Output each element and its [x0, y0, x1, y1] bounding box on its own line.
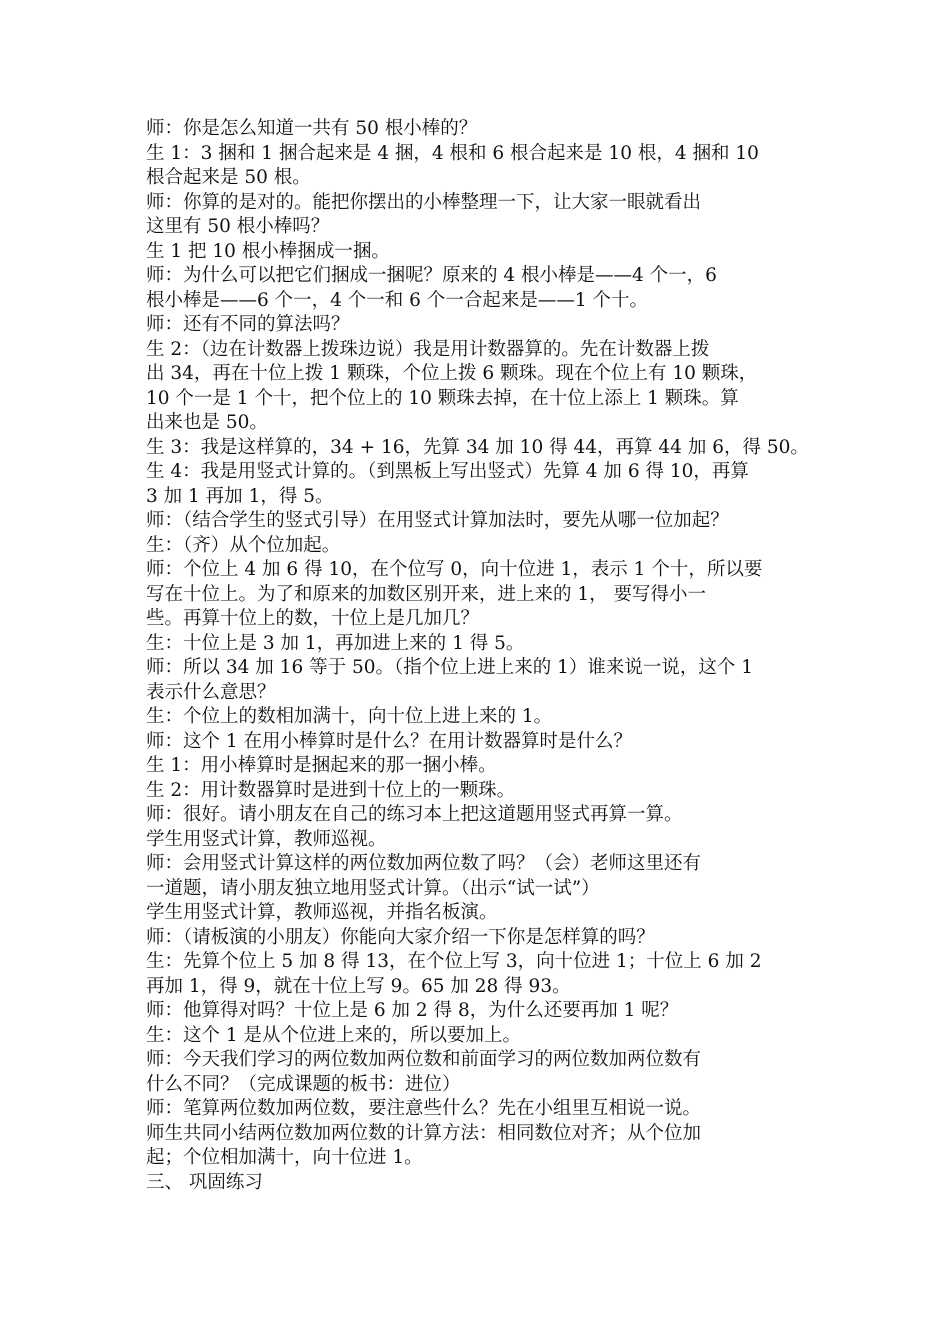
text-line: 生 1：用小棒算时是捆起来的那一捆小棒。 [146, 755, 497, 776]
text-line: 师：今天我们学习的两位数加两位数和前面学习的两位数加两位数有 [146, 1049, 702, 1070]
text-line: 师：会用竖式计算这样的两位数加两位数了吗？（会）老师这里还有 [146, 853, 702, 874]
text-line: 生 2：用计数器算时是进到十位上的一颗珠。 [146, 779, 516, 801]
text-line: 学生用竖式计算，教师巡视，并指名板演。 [146, 902, 498, 923]
text-line: 师：笔算两位数加两位数，要注意些什么？先在小组里互相说一说。 [146, 1098, 702, 1119]
text-line: 师：为什么可以把它们捆成一捆呢？原来的 4 根小棒是——4 个一，6 [146, 265, 717, 286]
text-line: 师：你是怎么知道一共有 50 根小棒的？ [146, 118, 478, 139]
text-line: 生 3：我是这样算的，34 + 16，先算 34 加 10 得 44，再算 44 加 6，得 50。 [146, 436, 809, 458]
text-line: 生：这个 1 是从个位进上来的，所以要加上。 [146, 1024, 522, 1046]
text-line: 师：（请板演的小朋友）你能向大家介绍一下你是怎样算的吗？ [146, 926, 655, 948]
text-line: 写在十位上。为了和原来的加数区别开来，进上来的 1， 要写得小一 [146, 583, 707, 605]
text-line: 师：个位上 4 加 6 得 10，在个位写 0，向十位进 1，表示 1 个十，所以要 [146, 559, 763, 580]
text-line: 师：还有不同的算法吗？ [146, 314, 350, 335]
text-line: 生 2：（边在计数器上拨珠边说）我是用计数器算的。先在计数器上拨 [146, 338, 710, 360]
text-line: 师：很好。请小朋友在自己的练习本上把这道题用竖式再算一算。 [146, 804, 683, 825]
text-line: 师：所以 34 加 16 等于 50。（指个位上进上来的 1）谁来说一说，这个 1 [146, 657, 754, 678]
text-line: 生：个位上的数相加满十，向十位上进上来的 1。 [146, 706, 553, 727]
text-line: 师：你算的是对的。能把你摆出的小棒整理一下，让大家一眼就看出 [146, 191, 702, 213]
text-line: 师：（结合学生的竖式引导）在用竖式计算加法时，要先从哪一位加起？ [146, 510, 729, 531]
text-line: 师生共同小结两位数加两位数的计算方法：相同数位对齐；从个位加 [146, 1122, 702, 1144]
text-line: 一道题，请小朋友独立地用竖式计算。（出示“试一试”） [146, 877, 600, 899]
text-line: 根小棒是——6 个一，4 个一和 6 个一合起来是——1 个十。 [146, 289, 648, 311]
text-line: 表示什么意思？ [146, 681, 276, 703]
text-line: 生：（齐）从个位加起。 [146, 534, 341, 556]
section-heading: 三、 巩固练习 [146, 1171, 263, 1193]
text-line: 师：这个 1 在用小棒算时是什么？在用计数器算时是什么？ [146, 730, 633, 752]
text-line: 出来也是 50。 [146, 412, 268, 433]
text-line: 什么不同？（完成课题的板书：进位） [146, 1073, 461, 1095]
text-line: 生 4：我是用竖式计算的。（到黑板上写出竖式）先算 4 加 6 得 10，再算 [146, 461, 749, 482]
text-line: 出 34，再在十位上拨 1 颗珠，个位上拨 6 颗珠。现在个位上有 10 颗珠， [146, 363, 758, 384]
text-line: 师：他算得对吗？十位上是 6 加 2 得 8，为什么还要再加 1 呢？ [146, 1000, 679, 1021]
text-line: 生：先算个位上 5 加 8 得 13，在个位上写 3，向十位进 1；十位上 6 加 2 [146, 951, 762, 972]
text-line: 些。再算十位上的数，十位上是几加几？ [146, 608, 480, 629]
text-line: 生：十位上是 3 加 1，再加进上来的 1 得 5。 [146, 632, 525, 654]
document-body [146, 117, 816, 1195]
text-line: 这里有 50 根小棒吗？ [146, 216, 330, 237]
text-line: 10 个一是 1 个十，把个位上的 10 颗珠去掉，在十位上添上 1 颗珠。算 [146, 387, 739, 409]
text-line: 生 1 把 10 根小棒捆成一捆。 [146, 240, 390, 262]
text-line: 学生用竖式计算，教师巡视。 [146, 828, 387, 850]
text-line: 3 加 1 再加 1，得 5。 [146, 485, 334, 507]
text-line: 起；个位相加满十，向十位进 1。 [146, 1147, 423, 1168]
text-line: 再加 1，得 9，就在十位上写 9。65 加 28 得 93。 [146, 975, 571, 997]
text-line: 生 1：3 捆和 1 捆合起来是 4 捆，4 根和 6 根合起来是 10 根，4 捆和 10 [146, 142, 759, 164]
text-line: 根合起来是 50 根。 [146, 167, 311, 188]
